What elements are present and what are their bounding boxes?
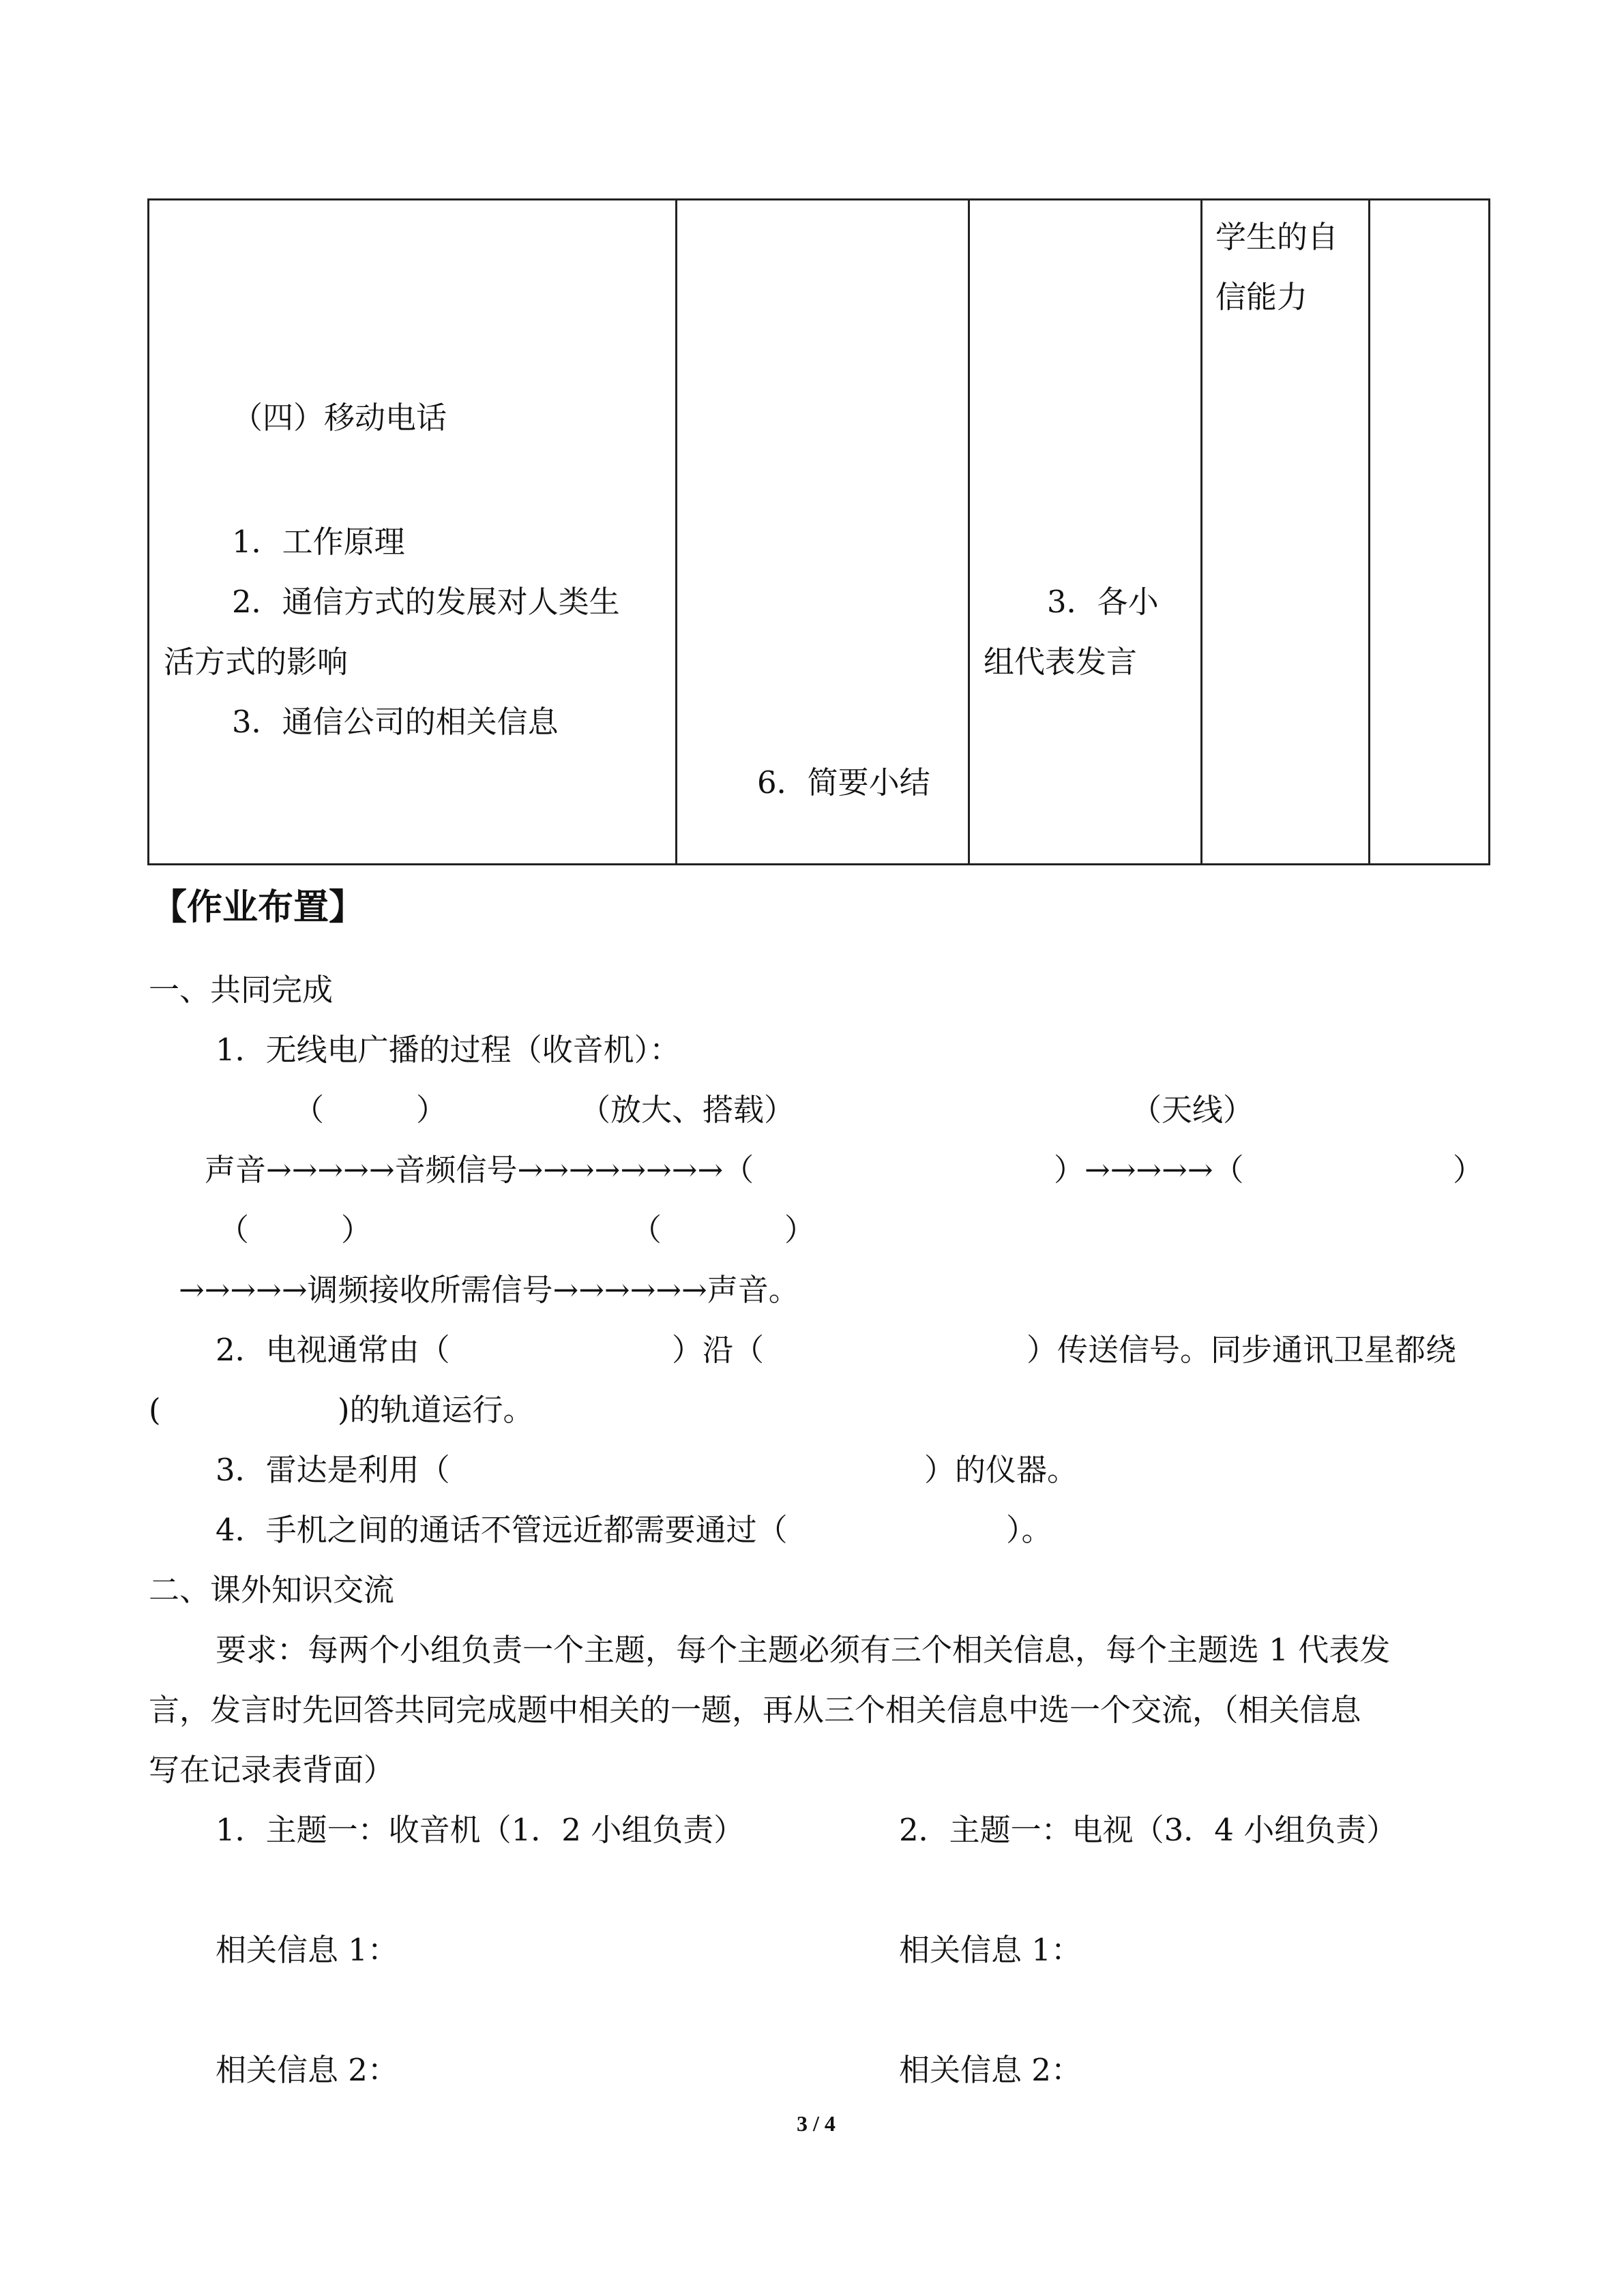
info1-left: 相关信息 1： [216, 1932, 398, 1968]
homework-heading: 【作业布置】 [151, 887, 365, 928]
q4-part-a: 4．手机之间的通话不管远近都需要通过（ [216, 1512, 788, 1548]
table-bottom-border [147, 863, 1490, 865]
q1-title: 1．无线电广播的过程（收音机）： [216, 1032, 681, 1068]
part1-title: 一、共同完成 [149, 972, 334, 1008]
table-col-divider-1 [675, 198, 677, 865]
table-item-communication-impact-line2: 活方式的影响 [164, 644, 349, 680]
q2-part-b: ）沿（ [672, 1332, 765, 1368]
topic-tv: 2．主题一：电视（3．4 小组负责） [899, 1812, 1398, 1848]
q2-part-a: 2．电视通常由（ [216, 1332, 450, 1368]
table-item-working-principle: 1．工作原理 [232, 524, 405, 560]
q3-part-a: 3．雷达是利用（ [216, 1452, 450, 1488]
table-col-divider-2 [968, 198, 970, 865]
info2-left: 相关信息 2： [216, 2052, 398, 2088]
topic-radio: 1．主题一：收音机（1．2 小组负责） [216, 1812, 745, 1848]
q1-label-blank: （ ） [293, 1092, 447, 1128]
table-brief-summary: 6．简要小结 [757, 764, 930, 801]
q3-part-b: ）的仪器。 [924, 1452, 1078, 1488]
table-col-divider-0 [147, 198, 149, 865]
info1-right: 相关信息 1： [899, 1932, 1082, 1968]
table-col-divider-3 [1200, 198, 1202, 865]
q1-label-antenna: （天线） [1131, 1092, 1254, 1128]
q1-flow-end: ） [1453, 1152, 1484, 1188]
info2-right: 相关信息 2： [899, 2052, 1082, 2088]
q2-part-c: ）传送信号。同步通讯卫星都绕 [1027, 1332, 1457, 1368]
table-col-divider-4 [1368, 198, 1370, 865]
table-confidence-line2: 信能力 [1215, 279, 1308, 315]
q1-flow-second-line: →→→→→调频接收所需信号→→→→→→声音。 [179, 1272, 799, 1308]
part2-title: 二、课外知识交流 [149, 1572, 395, 1608]
q1-label-amplify: （放大、搭载） [580, 1092, 795, 1128]
q2-part-d: ( [149, 1392, 161, 1428]
table-group-speech-line1: 3．各小 [1047, 584, 1159, 620]
mobile-phone-section-title: （四）移动电话 [232, 400, 447, 436]
requirement-line-1: 要求：每两个小组负责一个主题，每个主题必须有三个相关信息，每个主题选 1 代表发 [216, 1632, 1391, 1668]
table-item-communication-impact-line1: 2．通信方式的发展对人类生 [232, 584, 620, 620]
table-item-telecom-info: 3．通信公司的相关信息 [232, 704, 559, 740]
q1-flow-start: 声音→→→→→音频信号→→→→→→→→（ [205, 1152, 754, 1188]
q1-label-blank-3: （ ） [631, 1212, 816, 1248]
page-number: 3 / 4 [797, 2111, 836, 2136]
table-confidence-line1: 学生的自 [1215, 219, 1339, 255]
table-top-border [147, 198, 1490, 200]
q4-part-b: ）。 [1006, 1512, 1052, 1548]
requirement-line-3: 写在记录表背面） [149, 1752, 395, 1788]
table-col-divider-5 [1488, 198, 1490, 865]
q1-flow-mid: ）→→→→→（ [1054, 1152, 1244, 1188]
table-group-speech-line2: 组代表发言 [984, 644, 1138, 680]
q1-label-blank-2: （ ） [218, 1212, 372, 1248]
q2-part-e: )的轨道运行。 [338, 1392, 534, 1428]
requirement-line-2: 言，发言时先回答共同完成题中相关的一题，再从三个相关信息中选一个交流，（相关信息 [149, 1692, 1361, 1728]
